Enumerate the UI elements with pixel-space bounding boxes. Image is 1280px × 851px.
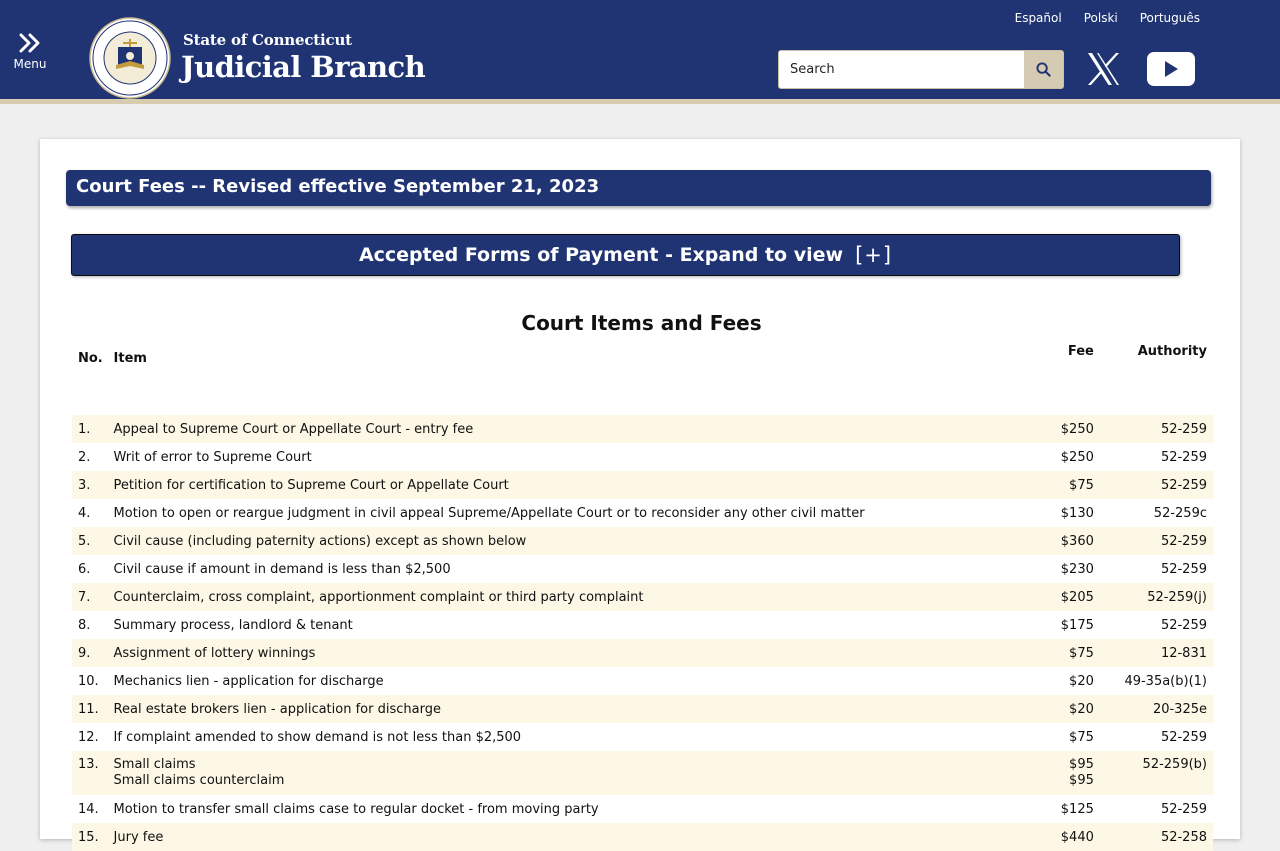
row-number: 3. — [72, 471, 114, 499]
brand-title[interactable]: Judicial Branch — [181, 50, 426, 84]
row-fee: $250 — [1060, 449, 1094, 465]
menu-label: Menu — [13, 57, 47, 71]
row-item — [114, 751, 982, 795]
row-fee-line: $95 — [1069, 757, 1094, 772]
table-row — [72, 499, 1213, 527]
table-row — [72, 723, 1213, 751]
row-item: Counterclaim, cross complaint, apportionment complaint or third party complaint — [114, 583, 982, 611]
table-row — [72, 583, 1213, 611]
row-fee — [981, 751, 1094, 795]
row-item: Appeal to Supreme Court or Appellate Court - entry fee — [114, 415, 982, 443]
language-link-espanol[interactable]: Español — [1014, 11, 1062, 25]
row-item: Jury fee — [114, 823, 982, 851]
x-logo-icon — [1086, 52, 1121, 86]
play-icon — [1163, 60, 1179, 78]
row-item: Assignment of lottery winnings — [114, 639, 982, 667]
row-item-line: Small claims counterclaim — [113, 773, 285, 788]
row-fee: $75 — [1069, 729, 1094, 745]
table-row — [72, 751, 1213, 795]
row-authority: 52-259(j) — [1094, 583, 1213, 611]
fees-table — [72, 331, 1213, 851]
row-authority: 52-259 — [1160, 617, 1207, 633]
row-authority: 52-259 — [1094, 527, 1213, 555]
site-header — [0, 0, 1280, 104]
row-item: Petition for certification to Supreme Court or Appellate Court — [114, 471, 982, 499]
column-header-authority: Authority — [1137, 344, 1207, 359]
table-row — [72, 667, 1213, 695]
table-row — [72, 415, 1213, 443]
row-number: 9. — [72, 639, 114, 667]
language-link-portugues[interactable]: Português — [1139, 11, 1200, 25]
table-header-row — [72, 331, 1213, 373]
row-authority: 52-259 — [1094, 415, 1213, 443]
row-item: Motion to transfer small claims case to regular docket - from moving party — [113, 801, 599, 817]
row-fee: $20 — [981, 695, 1094, 723]
row-item: Real estate brokers lien - application for discharge — [114, 695, 982, 723]
row-number: 6. — [78, 561, 91, 577]
content-card — [40, 139, 1240, 845]
expand-indicator: [+] — [855, 243, 893, 267]
row-fee-line: $95 — [1069, 773, 1094, 788]
column-header-fee: Fee — [1067, 344, 1094, 359]
table-row — [72, 639, 1213, 667]
row-authority: 52-259 — [1160, 449, 1207, 465]
menu-button[interactable] — [11, 33, 49, 71]
row-item: Summary process, landlord & tenant — [113, 617, 353, 633]
table-row — [72, 471, 1213, 499]
search-input[interactable] — [779, 51, 1024, 88]
row-fee: $205 — [981, 583, 1094, 611]
table-row — [72, 555, 1213, 583]
row-authority: 52-259 — [1160, 729, 1207, 745]
row-number: 1. — [72, 415, 114, 443]
column-header-no: No. — [78, 351, 103, 366]
row-authority: 52-259c — [1153, 505, 1207, 521]
row-authority: 52-258 — [1094, 823, 1213, 851]
table-row — [72, 611, 1213, 639]
table-row — [72, 823, 1213, 851]
page-title: Court Fees -- Revised effective September 21, 2023 — [66, 170, 1211, 206]
language-links — [1015, 11, 1200, 25]
row-fee: $125 — [1060, 801, 1094, 817]
search-icon — [1036, 62, 1051, 77]
header-spacer — [72, 373, 1213, 415]
judicial-seal-logo[interactable] — [89, 17, 171, 99]
row-fee: $440 — [981, 823, 1094, 851]
payment-forms-label: Accepted Forms of Payment - Expand to view — [358, 244, 844, 266]
search-button[interactable] — [1024, 51, 1063, 88]
row-fee: $75 — [981, 639, 1094, 667]
payment-forms-toggle[interactable] — [71, 234, 1180, 276]
row-authority: 20-325e — [1094, 695, 1213, 723]
table-title: Court Items and Fees — [521, 311, 762, 335]
double-chevron-right-icon — [19, 33, 41, 53]
row-fee: $130 — [1060, 505, 1094, 521]
column-header-item: Item — [113, 351, 147, 366]
row-fee: $20 — [1069, 673, 1094, 689]
row-item: Civil cause (including paternity actions) except as shown below — [114, 527, 982, 555]
table-row — [72, 527, 1213, 555]
row-item: Mechanics lien - application for discharge — [113, 673, 384, 689]
row-number: 8. — [78, 617, 91, 633]
table-row — [72, 795, 1213, 823]
row-number: 4. — [78, 505, 91, 521]
row-item: Motion to open or reargue judgment in civil appeal Supreme/Appellate Court or to reconsider any other civil matter — [113, 505, 865, 521]
row-fee: $75 — [981, 471, 1094, 499]
row-item-line: Small claims — [113, 757, 196, 772]
search-box — [778, 50, 1064, 89]
table-row — [72, 443, 1213, 471]
row-number: 15. — [72, 823, 114, 851]
row-authority: 49-35a(b)(1) — [1124, 673, 1207, 689]
row-fee: $175 — [1060, 617, 1094, 633]
row-fee: $230 — [1060, 561, 1094, 577]
row-authority: 52-259 — [1094, 471, 1213, 499]
row-number: 10. — [78, 673, 99, 689]
row-item: Civil cause if amount in demand is less than $2,500 — [113, 561, 451, 577]
row-authority — [1094, 751, 1213, 795]
row-authority: 52-259 — [1160, 801, 1207, 817]
row-authority: 52-259 — [1160, 561, 1207, 577]
row-number: 5. — [72, 527, 114, 555]
row-number: 11. — [72, 695, 114, 723]
language-link-polski[interactable]: Polski — [1083, 11, 1118, 25]
row-number: 2. — [78, 449, 91, 465]
row-item: Writ of error to Supreme Court — [113, 449, 312, 465]
row-fee: $360 — [981, 527, 1094, 555]
row-number: 12. — [78, 729, 99, 745]
row-authority-line: 52-259(b) — [1142, 757, 1207, 772]
youtube-social-link[interactable] — [1147, 52, 1195, 86]
row-authority: 12-831 — [1094, 639, 1213, 667]
row-number: 13. — [72, 751, 114, 795]
table-row — [72, 695, 1213, 723]
row-fee: $250 — [981, 415, 1094, 443]
row-number: 7. — [72, 583, 114, 611]
row-number: 14. — [78, 801, 99, 817]
row-item: If complaint amended to show demand is not less than $2,500 — [113, 729, 522, 745]
brand-subtitle[interactable]: State of Connecticut — [183, 31, 352, 49]
x-social-link[interactable] — [1086, 52, 1121, 86]
